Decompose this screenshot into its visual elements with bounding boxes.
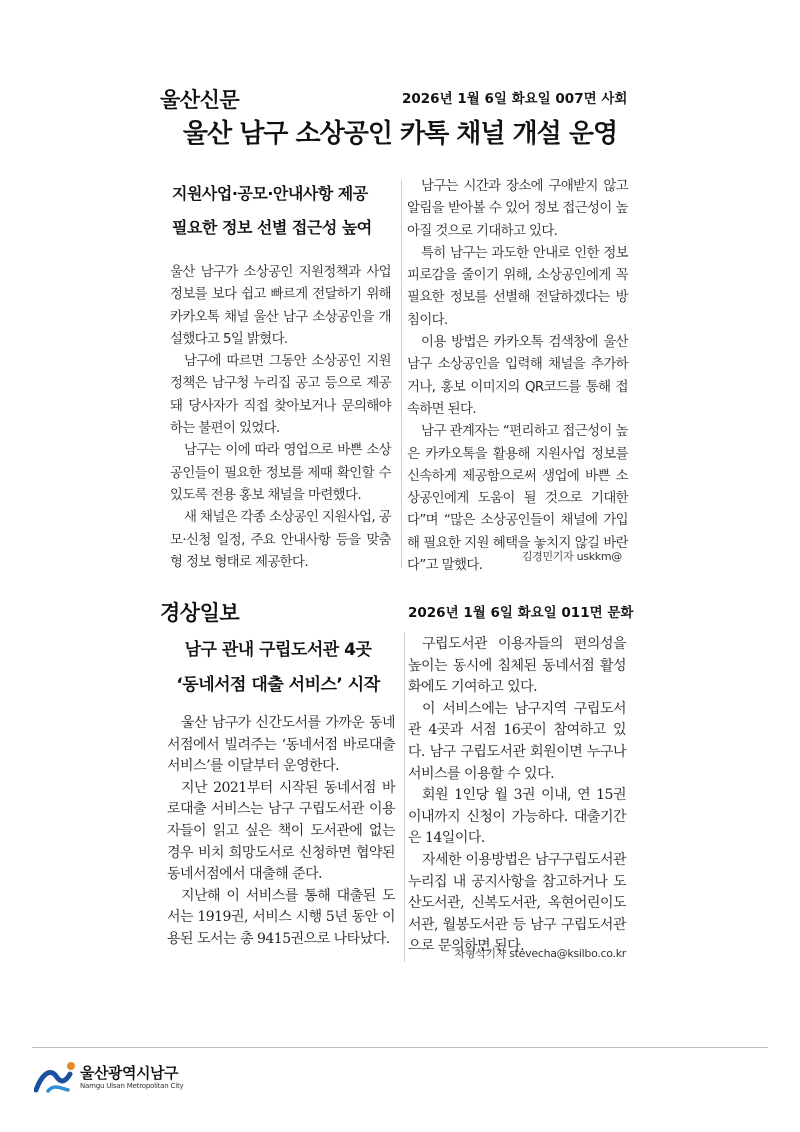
paragraph: 남구 관계자는 “편리하고 접근성이 높은 카카오톡을 활용해 지원사업 정보를 신속하게 제공함으로써 생업에 바쁜 소상공인에게 도움이 될 것으로 기대한다”며 “많은 소상공인들이 채널에 가입해 필요한 지원 혜택을 놓치지 않길 바란다”고 말했다. [407, 424, 628, 574]
footer-divider [32, 1047, 768, 1048]
paragraph: 남구에 따르면 그동안 소상공인 지원정책은 남구청 누리집 공고 등으로 제공돼 당사자가 직접 찾아보거나 문의해야 하는 불편이 있었다. [170, 354, 391, 437]
paragraph: 새 채널은 각종 소상공인 지원사업, 공모·신청 일정, 주요 안내사항 등을 맞춤형 정보 형태로 제공한다. [170, 510, 391, 570]
newspaper-name: 경상일보 [160, 601, 240, 625]
subhead-line: 필요한 정보 선별 접근성 높여 [172, 218, 372, 237]
article-date-section: 2026년 1월 6일 화요일 007면 사회 [402, 91, 628, 107]
article-subheads [172, 177, 392, 245]
paragraph: 남구는 시간과 장소에 구애받지 않고 알림을 받아볼 수 있어 정보 접근성이 높아질 것으로 기대하고 있다. [407, 179, 628, 239]
article-date-section: 2026년 1월 6일 화요일 011면 문화 [408, 605, 634, 621]
article-headline [160, 633, 396, 703]
paragraph: 울산 남구가 소상공인 지원정책과 사업정보를 보다 쉽고 빠르게 전달하기 위해 카카오톡 채널 울산 남구 소상공인을 개설했다고 5일 밝혔다. [170, 265, 391, 347]
headline-line: 남구 관내 구립도서관 4곳 [184, 640, 372, 660]
org-name: 울산광역시남구 [80, 1064, 178, 1082]
newspaper-name: 울산신문 [160, 88, 240, 112]
paragraph: 회원 1인당 월 3권 이내, 연 15권 이내까지 신청이 가능하다. 대출기간은 14일이다. [408, 787, 626, 847]
article-headline: 울산 남구 소상공인 카톡 채널 개설 운영 [182, 119, 618, 149]
subhead-line: 지원사업·공모·안내사항 제공 [172, 184, 368, 203]
column-divider [401, 180, 402, 568]
byline: 김경민기자 uskkm@ [521, 550, 622, 563]
paragraph: 지난 2021부터 시작된 동네서점 바로대출 서비스는 남구 구립도서관 이용자들이 읽고 싶은 책이 도서관에 없는 경우 비치 희망도서로 신청하면 협약된 동네서점에서 대출해 준다. [167, 779, 395, 883]
article-body-left [167, 713, 395, 951]
headline-line: ‘동네서점 대출 서비스’ 시작 [176, 675, 380, 695]
paragraph: 구립도서관 이용자들의 편의성을 높이는 동시에 침체된 동네서점 활성화에도 기여하고 있다. [408, 636, 626, 696]
org-logo [34, 1058, 244, 1098]
paragraph: 울산 남구가 신간도서를 가까운 동네서점에서 빌려주는 ‘동네서점 바로대출 서비스’를 이달부터 운영한다. [167, 715, 395, 775]
paragraph: 자세한 이용방법은 남구구립도서관 누리집 내 공지사항을 참고하거나 도산도서관, 신복도서관, 옥현어린이도서관, 월봉도서관 등 남구 구립도서관으로 문의하면 된다. [408, 851, 626, 955]
paragraph: 이용 방법은 카카오톡 검색창에 울산 남구 소상공인을 입력해 채널을 추가하거나, 홍보 이미지의 QR코드를 통해 접속하면 된다. [407, 335, 628, 417]
paragraph: 지난해 이 서비스를 통해 대출된 도서는 1919권, 서비스 시행 5년 동안 이용된 도서는 총 9415권으로 나타났다. [167, 887, 395, 947]
byline: 차형석기자 stevecha@ksilbo.co.kr [454, 947, 626, 960]
org-name-en: Namgu Ulsan Metropolitan City [80, 1082, 184, 1090]
namgu-emblem-icon [34, 1060, 78, 1094]
article-body-left [170, 262, 391, 574]
article-body-right [407, 176, 628, 577]
article-body-right [408, 634, 626, 958]
paragraph: 이 서비스에는 남구지역 구립도서관 4곳과 서점 16곳이 참여하고 있다. 남구 구립도서관 회원이면 누구나 서비스를 이용할 수 있다. [408, 700, 626, 782]
column-divider [404, 632, 405, 962]
paragraph: 남구는 이에 따라 영업으로 바쁜 소상공인들이 필요한 정보를 제때 확인할 수 있도록 전용 홍보 채널을 마련했다. [170, 443, 391, 503]
paragraph: 특히 남구는 과도한 안내로 인한 정보 피로감을 줄이기 위해, 소상공인에게 꼭 필요한 정보를 선별해 전달하겠다는 방침이다. [407, 245, 628, 328]
